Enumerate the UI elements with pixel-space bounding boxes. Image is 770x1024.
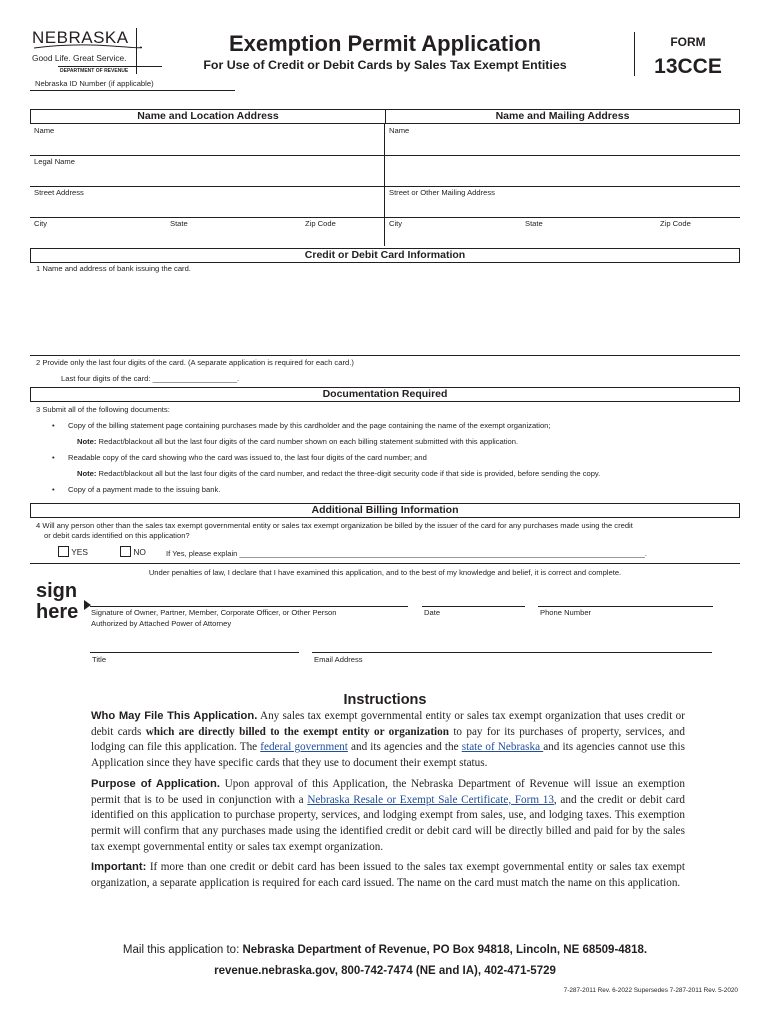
mailing-city-label: City	[389, 219, 403, 228]
doc-item-payment-copy: Copy of a payment made to the issuing bank.	[68, 485, 221, 494]
important-paragraph	[91, 860, 685, 891]
note-label: Note:	[77, 437, 97, 446]
date-input[interactable]	[422, 590, 525, 606]
logo-wordmark: NEBRASKA	[32, 28, 129, 47]
title-label: Title	[92, 655, 107, 664]
doc-bullet-1: •	[52, 421, 55, 430]
purpose-text-2: , and the credit or debit card identified on this application to purchase property, services, and lodging exempt from sales, use, and lodging taxes. This exemption permit will confirm that any purchases made using the identified credit or debit card will be directly billed and paid for by the sales tax exempt governmental entity or sales tax exempt organization.	[91, 793, 685, 853]
legal-name-label: Legal Name	[34, 157, 75, 166]
location-city-state-zip-input[interactable]	[30, 229, 384, 246]
card-info-header: Credit or Debit Card Information	[30, 248, 740, 263]
sign-word: sign	[36, 580, 78, 602]
who-text-4: and its agencies cannot use this Application since they have specific cards that they use to document their exempt status.	[91, 741, 685, 770]
mail-address: Nebraska Department of Revenue, PO Box 94818, Lincoln, NE 68509-4818.	[242, 944, 648, 956]
mailing-street-label: Street or Other Mailing Address	[389, 188, 495, 197]
doc-bullet-2: •	[52, 453, 55, 462]
billing-header: Additional Billing Information	[30, 503, 740, 518]
signature-label-line-1: Signature of Owner, Partner, Member, Corporate Officer, or Other Person	[91, 608, 337, 617]
legal-name-line	[30, 186, 384, 187]
documentation-header: Documentation Required	[30, 387, 740, 402]
bank-section-line	[30, 355, 740, 356]
mailing-address-header: Name and Mailing Address	[495, 110, 630, 122]
yes-label: YES	[71, 547, 88, 557]
mail-prefix: Mail this application to:	[122, 944, 243, 956]
q3-submit-label: 3 Submit all of the following documents:	[36, 405, 170, 414]
phone-input[interactable]	[538, 590, 713, 606]
state-of-nebraska-link[interactable]: state of Nebraska	[461, 741, 544, 754]
doc-note-2	[77, 469, 600, 478]
signature-input[interactable]	[90, 590, 408, 606]
mailing-name-label: Name	[389, 126, 410, 135]
important-text: If more than one credit or debit card has been issued to the sales tax exempt governmental entity or sales tax exempt organization, a separate application is required for each card issued. The name on the card must match the name on this application.	[91, 861, 685, 890]
location-name-line	[30, 155, 384, 156]
signature-label-line-2: Authorized by Attached Power of Attorney	[91, 619, 232, 628]
mail-to-line	[0, 944, 770, 956]
no-checkbox[interactable]	[120, 546, 131, 557]
form-label: FORM	[670, 35, 706, 49]
purpose-paragraph	[91, 777, 685, 856]
logo-swoosh-icon	[32, 44, 142, 50]
explain-input[interactable]	[250, 546, 728, 558]
yes-option	[58, 546, 88, 557]
address-header-row	[30, 109, 740, 124]
federal-government-link[interactable]: federal government	[260, 741, 348, 754]
who-may-file-heading: Who May File This Application.	[91, 710, 258, 722]
note-text: Redact/blackout all but the last four digits of the card number shown on each billing statement submitted with this application.	[96, 437, 519, 446]
location-state-label: State	[170, 219, 188, 228]
who-text-2: to pay for its purchases of property, services, and lodging can file this application. The	[91, 725, 685, 754]
phone-line	[538, 606, 713, 607]
who-text-1: Any sales tax exempt governmental entity or sales tax exempt organization that uses credit or debit cards	[91, 710, 685, 738]
doc-bullet-3: •	[52, 485, 55, 494]
note-text: Redact/blackout all but the last four digits of the card number, and redact the three-digit security code if that side is provided, before sending the copy.	[96, 469, 601, 478]
mailing-name-input[interactable]	[385, 136, 740, 155]
phone-label: Phone Number	[540, 608, 592, 617]
form-title: Exemption Permit Application	[228, 31, 542, 56]
date-label: Date	[424, 608, 441, 617]
email-line	[312, 652, 712, 653]
nebraska-id-input[interactable]	[30, 90, 235, 106]
signature-line	[90, 606, 408, 607]
location-address-header: Name and Location Address	[137, 110, 279, 122]
mailing-street-input[interactable]	[385, 198, 740, 217]
q4-question-line-2: or debit cards identified on this application?	[44, 531, 190, 540]
doc-note-1	[77, 437, 518, 446]
location-zip-label: Zip Code	[305, 219, 336, 228]
doc-item-card-copy: Readable copy of the card showing who the card was issued to, the last four digits of the card number; and	[68, 453, 427, 462]
mailing-city-state-zip-input[interactable]	[385, 229, 740, 246]
logo-tagline: Good Life. Great Service.	[32, 53, 127, 63]
location-name-input[interactable]	[30, 136, 384, 155]
mailing-zip-label: Zip Code	[660, 219, 691, 228]
nebraska-id-label: Nebraska ID Number (if applicable)	[35, 79, 154, 88]
who-bold-text: which are directly billed to the exempt entity or organization	[145, 725, 449, 738]
instructions-body	[91, 709, 685, 892]
last-four-label: Last four digits of the card: ____________________.	[61, 374, 240, 383]
important-heading: Important:	[91, 861, 147, 874]
yes-checkbox[interactable]	[58, 546, 69, 557]
logo-right-rule	[136, 28, 137, 74]
location-street-label: Street Address	[34, 188, 84, 197]
mailing-street-line	[384, 217, 740, 218]
mailing-name-2-input[interactable]	[385, 156, 740, 186]
mailing-state-label: State	[525, 219, 543, 228]
logo-divider	[58, 66, 162, 67]
who-text-3: and its agencies and the	[347, 741, 462, 754]
declaration-text: Under penalties of law, I declare that I have examined this application, and to the best of my knowledge and belief, it is correct and complete.	[148, 568, 622, 577]
note-label: Note:	[77, 469, 97, 478]
location-street-input[interactable]	[30, 198, 384, 217]
logo-department: DEPARTMENT OF REVENUE	[60, 68, 129, 74]
here-word: here	[36, 601, 79, 623]
declaration-top-rule	[30, 563, 740, 564]
form-13-link[interactable]: Nebraska Resale or Exempt Sale Certificate, Form 13	[307, 793, 554, 806]
contact-line: revenue.nebraska.gov, 800-742-7474 (NE and IA), 402-471-5729	[214, 965, 556, 977]
email-label: Email Address	[314, 655, 363, 664]
location-name-label: Name	[34, 126, 55, 135]
who-may-file-paragraph	[91, 709, 685, 772]
title-line	[90, 652, 299, 653]
bank-name-address-input[interactable]	[30, 276, 740, 354]
revision-note: 7-287-2011 Rev. 6-2022 Supersedes 7-287-2011 Rev. 5-2020	[563, 987, 738, 994]
title-input[interactable]	[90, 636, 299, 652]
no-option	[120, 546, 146, 557]
purpose-text-1: Upon approval of this Application, the Nebraska Department of Revenue will issue an exemption permit that is to be used in conjunction with a	[91, 777, 685, 806]
location-city-label: City	[34, 219, 48, 228]
doc-item-billing-statement: Copy of the billing statement page containing purchases made by this cardholder and the page containing the name of the exempt organization;	[68, 421, 551, 430]
explain-label: If Yes, please explain ________________________________________________________________________________________________.	[166, 549, 648, 558]
q2-last-four-label: 2 Provide only the last four digits of the card. (A separate application is required for each card.)	[36, 358, 354, 367]
date-line	[422, 606, 525, 607]
q4-question-line-1: 4 Will any person other than the sales tax exempt governmental entity or sales tax exempt organization be billed by the issuer of the card for any purchases made using the credit	[36, 521, 633, 530]
mailing-name-2-line	[384, 186, 740, 187]
instructions-heading: Instructions	[343, 692, 427, 708]
email-input[interactable]	[312, 636, 712, 652]
form-number: 13CCE	[654, 55, 722, 78]
legal-name-input[interactable]	[30, 167, 384, 186]
form-number-rule	[634, 32, 635, 76]
form-subtitle: For Use of Credit or Debit Cards by Sales Tax Exempt Entities	[203, 58, 567, 72]
no-label: NO	[133, 547, 146, 557]
purpose-heading: Purpose of Application.	[91, 777, 220, 790]
q1-bank-label: 1 Name and address of bank issuing the card.	[36, 264, 191, 273]
location-street-line	[30, 217, 384, 218]
agency-logo	[32, 28, 142, 76]
last-four-input[interactable]	[166, 372, 262, 384]
